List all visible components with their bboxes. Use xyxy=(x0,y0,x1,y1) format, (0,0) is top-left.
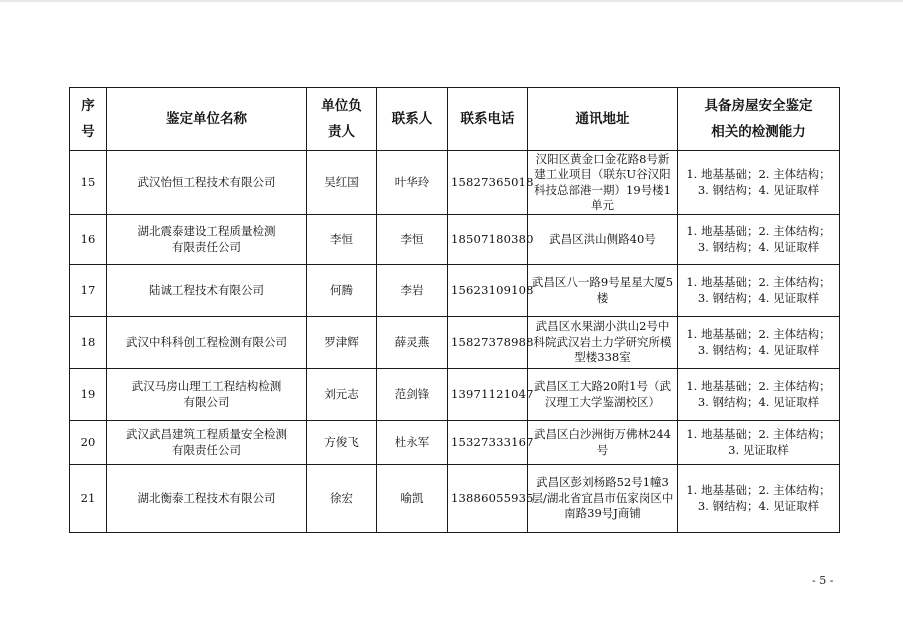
row-index: 18 xyxy=(70,317,107,369)
capability-line: 3. 钢结构；4. 见证取样 xyxy=(697,239,820,254)
table-row xyxy=(70,369,840,421)
unit-name: 湖北震泰建设工程质量检测 有限责任公司 xyxy=(107,215,307,265)
header-address: 通讯地址 xyxy=(528,88,678,151)
unit-head: 何腾 xyxy=(307,265,377,317)
contact-person: 杜永军 xyxy=(377,421,448,465)
unit-head: 罗津辉 xyxy=(307,317,377,369)
header-capability: 具备房屋安全鉴定 相关的检测能力 xyxy=(678,88,840,151)
mailing-address: 武昌区洪山侧路40号 xyxy=(528,215,678,265)
unit-name: 武汉中科科创工程检测有限公司 xyxy=(107,317,307,369)
mailing-address: 武昌区水果湖小洪山2号中科院武汉岩土力学研究所模型楼338室 xyxy=(528,317,678,369)
capability-line: 3. 钢结构；4. 见证取样 xyxy=(697,182,820,197)
mailing-address: 汉阳区黄金口金花路8号新建工业项目（联东U谷汉阳科技总部港一期）19号楼1单元 xyxy=(528,151,678,215)
page-number: - 5 - xyxy=(812,574,834,587)
capability-line: 3. 见证取样 xyxy=(728,442,789,457)
capability xyxy=(678,317,840,369)
capability-line: 1. 地基基础；2. 主体结构； xyxy=(686,224,831,238)
capability-line: 1. 地基基础；2. 主体结构； xyxy=(686,427,831,441)
table-row xyxy=(70,265,840,317)
phone-number: 18507180380 xyxy=(448,215,528,265)
unit-head: 刘元志 xyxy=(307,369,377,421)
capability xyxy=(678,421,840,465)
row-index: 17 xyxy=(70,265,107,317)
mailing-address: 武昌区彭刘杨路52号1幢3层/湖北省宜昌市伍家岗区中南路39号J商铺 xyxy=(528,465,678,533)
capability xyxy=(678,215,840,265)
contact-person: 范剑锋 xyxy=(377,369,448,421)
capability-line: 3. 钢结构；4. 见证取样 xyxy=(697,394,820,409)
header-row xyxy=(70,88,840,151)
capability-line: 3. 钢结构；4. 见证取样 xyxy=(697,498,820,513)
phone-number: 13886055935 xyxy=(448,465,528,533)
unit-name: 湖北衡泰工程技术有限公司 xyxy=(107,465,307,533)
phone-number: 15623109108 xyxy=(448,265,528,317)
capability-line: 3. 钢结构；4. 见证取样 xyxy=(697,290,820,305)
table-row xyxy=(70,421,840,465)
table-row xyxy=(70,465,840,533)
contact-person: 叶华玲 xyxy=(377,151,448,215)
capability-line: 1. 地基基础；2. 主体结构； xyxy=(686,379,831,393)
table-row xyxy=(70,317,840,369)
capability-line: 1. 地基基础；2. 主体结构； xyxy=(686,167,831,181)
unit-head: 吴红国 xyxy=(307,151,377,215)
capability-line: 3. 钢结构；4. 见证取样 xyxy=(697,342,820,357)
capability-line: 1. 地基基础；2. 主体结构； xyxy=(686,327,831,341)
capability xyxy=(678,465,840,533)
phone-number: 13971121047 xyxy=(448,369,528,421)
table-row xyxy=(70,215,840,265)
contact-person: 李恒 xyxy=(377,215,448,265)
contact-person: 喻凯 xyxy=(377,465,448,533)
page-edge xyxy=(0,0,903,2)
row-index: 20 xyxy=(70,421,107,465)
mailing-address: 武昌区工大路20附1号（武汉理工大学鉴湖校区） xyxy=(528,369,678,421)
mailing-address: 武昌区八一路9号星星大厦5楼 xyxy=(528,265,678,317)
row-index: 19 xyxy=(70,369,107,421)
capability xyxy=(678,369,840,421)
unit-name: 武汉武昌建筑工程质量安全检测 有限责任公司 xyxy=(107,421,307,465)
mailing-address: 武昌区白沙洲街万佛林244号 xyxy=(528,421,678,465)
capability-line: 1. 地基基础；2. 主体结构； xyxy=(686,275,831,289)
header-phone: 联系电话 xyxy=(448,88,528,151)
table-row xyxy=(70,151,840,215)
header-index: 序 号 xyxy=(70,88,107,151)
appraisal-units-table xyxy=(69,87,840,533)
contact-person: 薛灵燕 xyxy=(377,317,448,369)
capability xyxy=(678,265,840,317)
header-contact: 联系人 xyxy=(377,88,448,151)
unit-name: 陆诚工程技术有限公司 xyxy=(107,265,307,317)
header-unit-name: 鉴定单位名称 xyxy=(107,88,307,151)
phone-number: 15827365018 xyxy=(448,151,528,215)
unit-head: 方俊飞 xyxy=(307,421,377,465)
capability-line: 1. 地基基础；2. 主体结构； xyxy=(686,483,831,497)
unit-head: 徐宏 xyxy=(307,465,377,533)
phone-number: 15327333167 xyxy=(448,421,528,465)
phone-number: 15827378988 xyxy=(448,317,528,369)
capability xyxy=(678,151,840,215)
row-index: 16 xyxy=(70,215,107,265)
row-index: 21 xyxy=(70,465,107,533)
row-index: 15 xyxy=(70,151,107,215)
unit-name: 武汉怡恒工程技术有限公司 xyxy=(107,151,307,215)
header-unit-head: 单位负 责人 xyxy=(307,88,377,151)
contact-person: 李岩 xyxy=(377,265,448,317)
unit-name: 武汉马房山理工工程结构检测 有限公司 xyxy=(107,369,307,421)
unit-head: 李恒 xyxy=(307,215,377,265)
